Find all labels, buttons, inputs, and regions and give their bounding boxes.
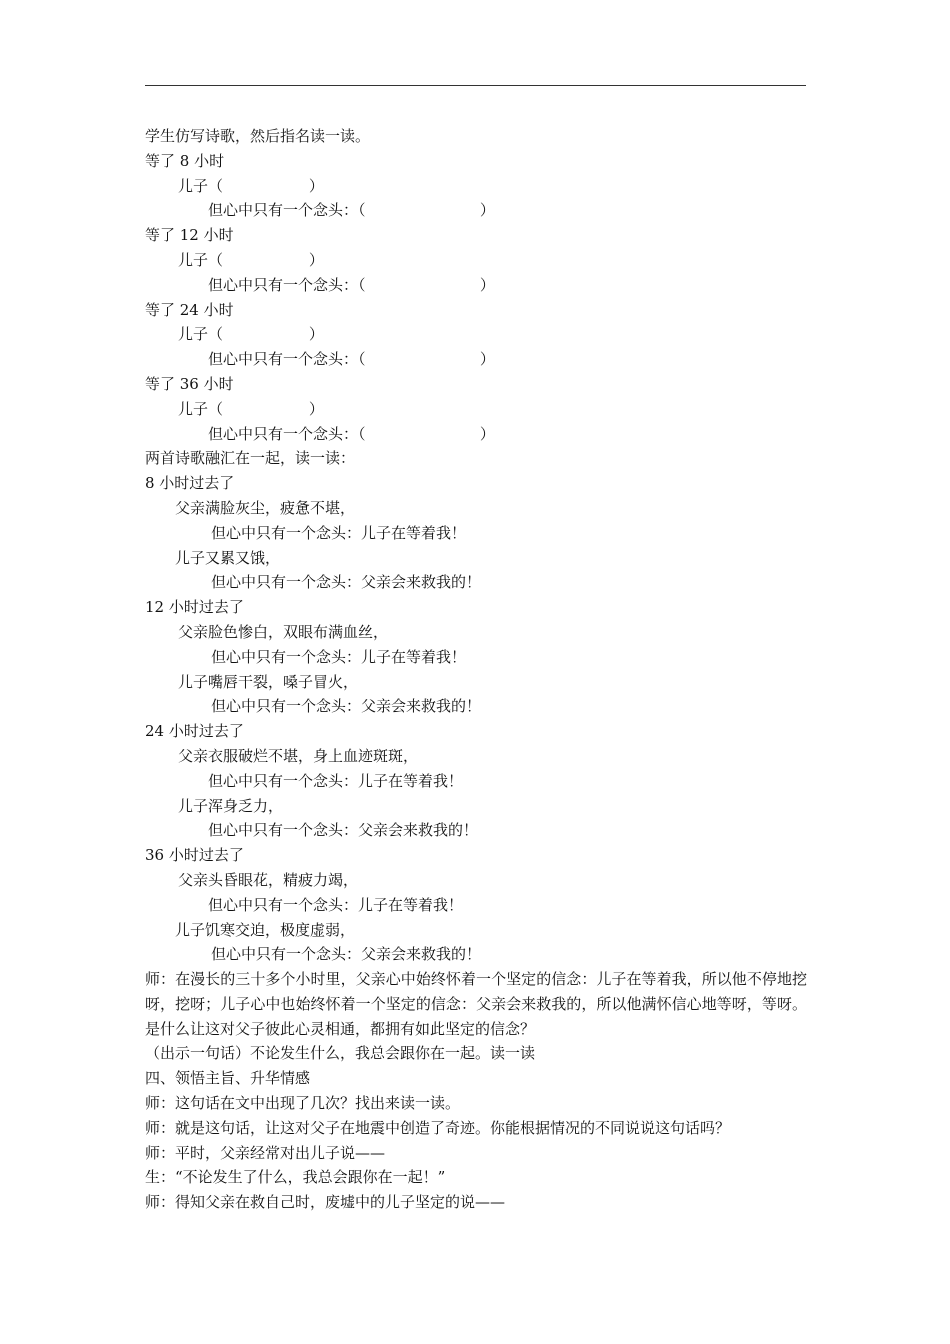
text-line: 等了 24 小时 <box>145 300 234 319</box>
poem-lines <box>145 124 807 967</box>
text-line: 但心中只有一个念头：儿子在等着我！ <box>211 647 467 666</box>
text-line: 师：这句话在文中出现了几次？找出来读一读。 <box>145 1094 461 1113</box>
text-line: 但心中只有一个念头：儿子在等着我！ <box>208 771 464 790</box>
text-line: 但心中只有一个念头：父亲会来救我的！ <box>211 945 482 964</box>
closing-lines <box>145 1041 807 1215</box>
text-line: 等了 36 小时 <box>145 374 234 393</box>
text-line: 但心中只有一个念头：儿子在等着我！ <box>208 895 464 914</box>
text-line: 12 小时过去了 <box>145 598 244 617</box>
text-line: 师：得知父亲在救自己时，废墟中的儿子坚定的说—— <box>145 1193 506 1212</box>
text-line: 两首诗歌融汇在一起，读一读： <box>145 449 356 468</box>
text-line: 儿子（ ） <box>178 399 324 418</box>
text-line: 但心中只有一个念头：（ ） <box>208 275 495 294</box>
text-line: 父亲满脸灰尘，疲惫不堪， <box>175 498 356 517</box>
text-line: 儿子嘴唇干裂，嗓子冒火， <box>178 672 359 691</box>
text-line: 24 小时过去了 <box>145 722 244 741</box>
text-line: 父亲头昏眼花，精疲力竭， <box>178 870 359 889</box>
text-line: 父亲脸色惨白，双眼布满血丝， <box>178 622 389 641</box>
text-line: 学生仿写诗歌，然后指名读一读。 <box>145 127 371 145</box>
text-line: 8 小时过去了 <box>145 474 235 493</box>
text-line: 儿子（ ） <box>178 250 324 269</box>
text-line: 但心中只有一个念头：（ ） <box>208 424 495 443</box>
text-line: 师：就是这句话，让这对父子在地震中创造了奇迹。你能根据情况的不同说说这句话吗？ <box>145 1118 731 1137</box>
text-line: 儿子（ ） <box>178 325 324 344</box>
text-line: 父亲衣服破烂不堪，身上血迹斑斑， <box>178 746 419 765</box>
text-line: 但心中只有一个念头：儿子在等着我！ <box>211 523 467 542</box>
text-line: 儿子饥寒交迫，极度虚弱， <box>175 920 356 939</box>
document-body <box>145 124 807 1215</box>
text-line: 等了 12 小时 <box>145 226 234 245</box>
text-line: 师：平时，父亲经常对出儿子说—— <box>145 1143 386 1162</box>
text-line: （出示一句话）不论发生什么，我总会跟你在一起。读一读 <box>145 1044 536 1063</box>
text-line: 四、领悟主旨、升华情感 <box>145 1069 311 1088</box>
text-line: 但心中只有一个念头：父亲会来救我的！ <box>211 573 482 592</box>
text-line: 等了 8 小时 <box>145 151 225 170</box>
teacher-paragraph: 师：在漫长的三十多个小时里，父亲心中始终怀着一个坚定的信念：儿子在等着我，所以他不停地挖呀，挖呀；儿子心中也始终怀着一个坚定的信念：父亲会来救我的，所以他满怀信心地等呀，等呀。是什么让这对父子彼此心灵相通，都拥有如此坚定的信念？ <box>145 970 807 1038</box>
text-line: 但心中只有一个念头：（ ） <box>208 350 495 369</box>
text-line: 但心中只有一个念头：父亲会来救我的！ <box>208 821 479 840</box>
header-rule <box>145 85 806 86</box>
text-line: 36 小时过去了 <box>145 846 244 865</box>
text-line: 但心中只有一个念头：（ ） <box>208 201 495 220</box>
text-line: 儿子又累又饿， <box>175 548 281 567</box>
text-line: 但心中只有一个念头：父亲会来救我的！ <box>211 697 482 716</box>
text-line: 生：“不论发生了什么，我总会跟你在一起！” <box>145 1168 446 1187</box>
text-line: 儿子（ ） <box>178 176 324 195</box>
text-line: 儿子浑身乏力， <box>178 796 284 815</box>
